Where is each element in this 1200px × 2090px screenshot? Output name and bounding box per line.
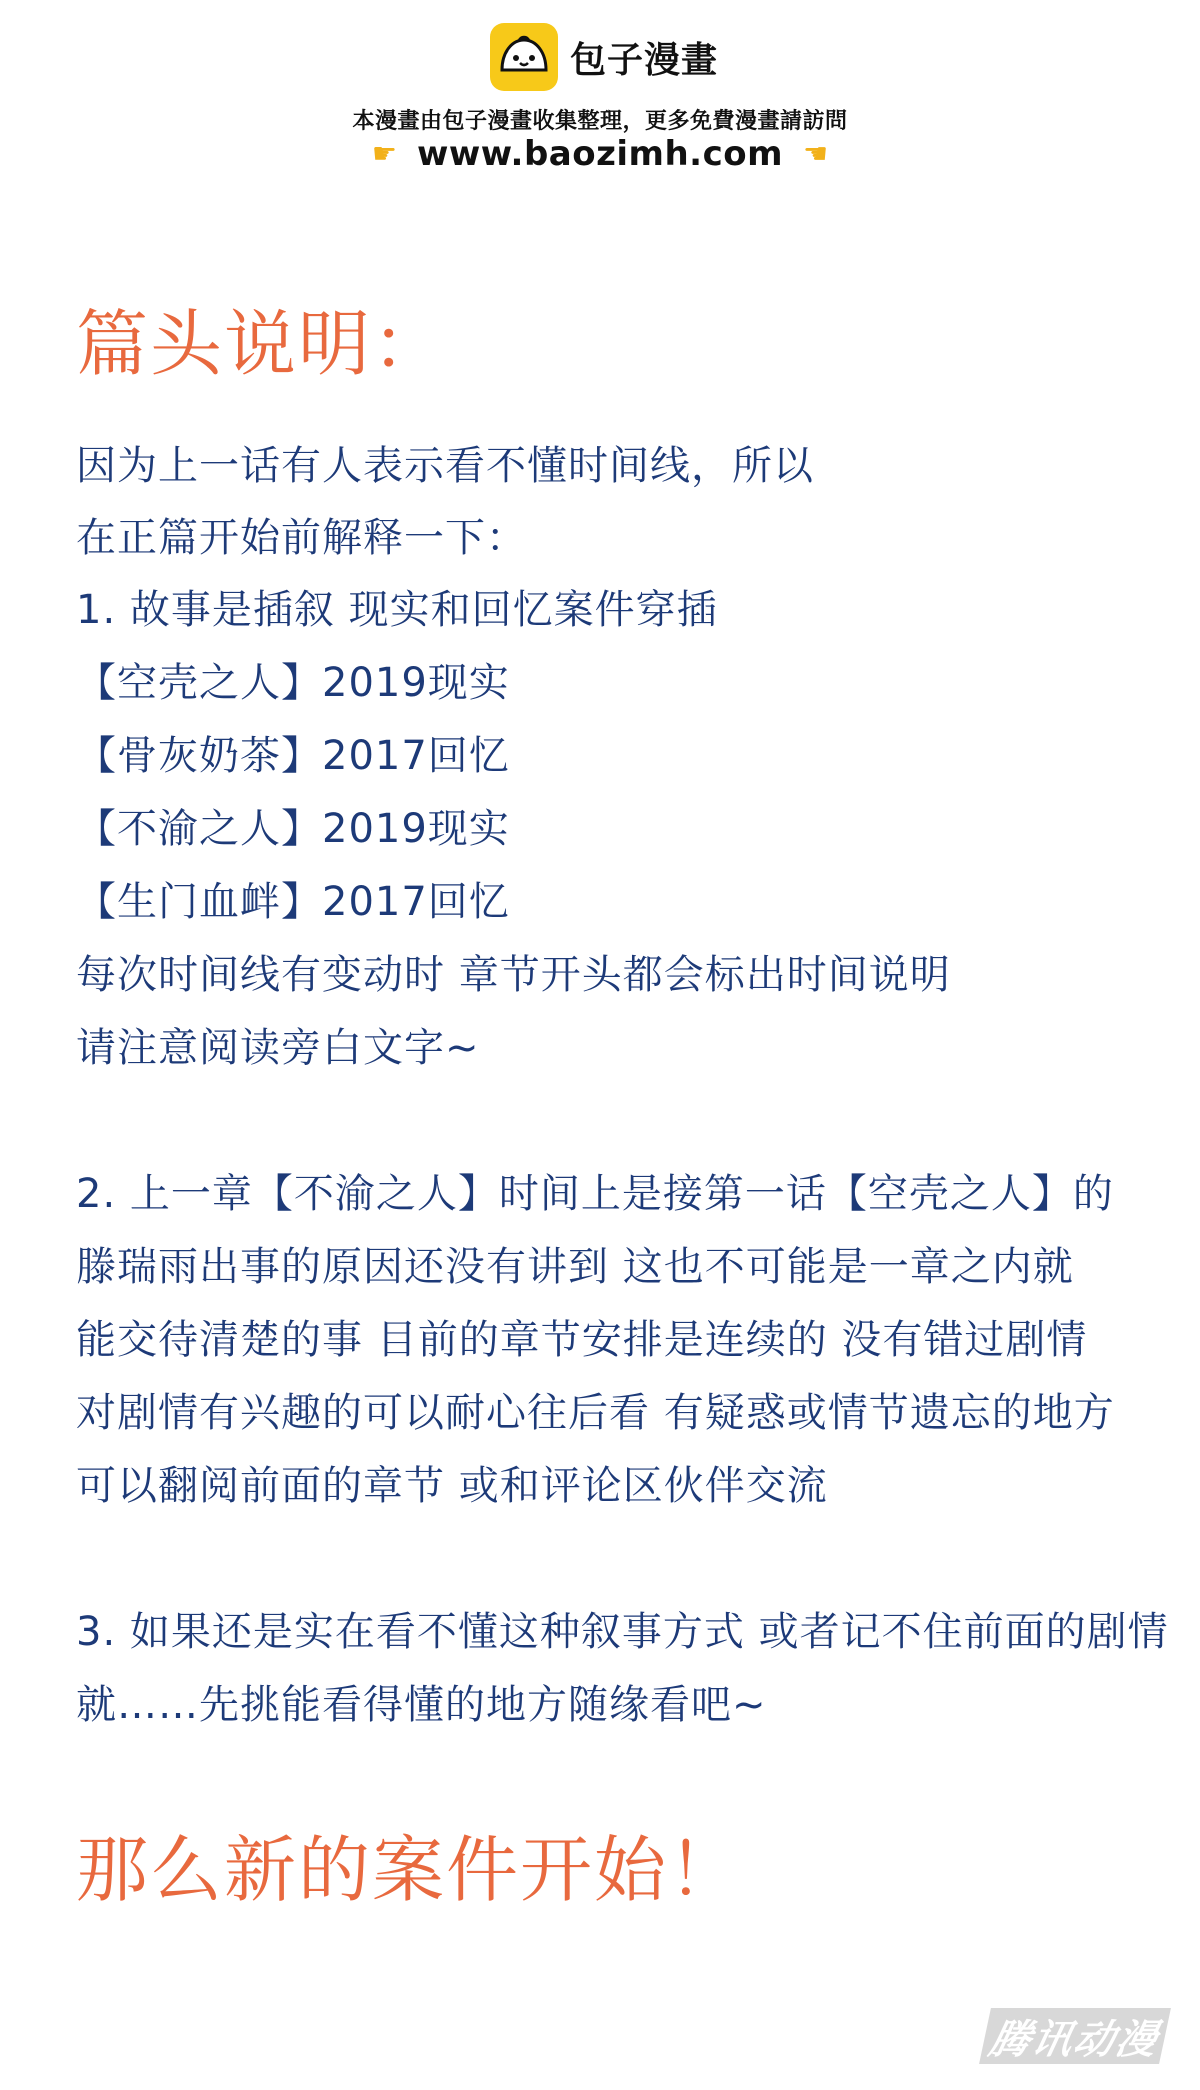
intro-line: 在正篇开始前解释一下： (76, 515, 527, 561)
section2-line: 能交待清楚的事 目前的章节安排是连续的 没有错过剧情 (76, 1317, 1088, 1363)
section1-note: 每次时间线有变动时 章节开头都会标出时间说明 (76, 952, 951, 998)
page-heading: 篇头说明： (76, 302, 447, 386)
section1-note: 请注意阅读旁白文字~ (76, 1025, 480, 1071)
timeline-item: 【生门血衅】2017回忆 (76, 879, 510, 925)
intro-line: 因为上一话有人表示看不懂时间线，所以 (76, 443, 814, 489)
brand-name: 包子漫畫 (570, 39, 719, 81)
section3-line: 就……先挑能看得懂的地方随缘看吧~ (76, 1682, 767, 1728)
site-banner (0, 0, 1200, 200)
pointing-right-hand-icon: ☛ (371, 137, 397, 170)
url-row (0, 134, 1200, 174)
pointing-left-hand-icon: ☚ (803, 137, 829, 170)
collection-notice: 本漫畫由包子漫畫收集整理，更多免費漫畫請訪問 (352, 109, 848, 134)
timeline-item: 【空壳之人】2019现实 (76, 660, 510, 706)
section2-line: 可以翻阅前面的章节 或和评论区伙伴交流 (76, 1463, 828, 1509)
section2-line: 对剧情有兴趣的可以耐心往后看 有疑惑或情节遗忘的地方 (76, 1390, 1115, 1436)
bun-logo-icon (490, 23, 558, 91)
section2-line: 2. 上一章【不渝之人】时间上是接第一话【空壳之人】的 (76, 1171, 1114, 1217)
timeline-item: 【不渝之人】2019现实 (76, 806, 510, 852)
section1-title: 1. 故事是插叙 现实和回忆案件穿插 (76, 587, 718, 633)
watermark-text: 腾讯动漫 (985, 2016, 1164, 2063)
section2-line: 滕瑞雨出事的原因还没有讲到 这也不可能是一章之内就 (76, 1244, 1074, 1290)
closing-heading: 那么新的案件开始！ (76, 1828, 743, 1912)
publisher-watermark-logo (979, 2008, 1171, 2064)
section3-line: 3. 如果还是实在看不懂这种叙事方式 或者记不住前面的剧情 (76, 1609, 1169, 1655)
site-url-link[interactable]: www.baozimh.com (416, 134, 784, 174)
timeline-item: 【骨灰奶茶】2017回忆 (76, 733, 510, 779)
brand-row[interactable] (490, 22, 718, 92)
